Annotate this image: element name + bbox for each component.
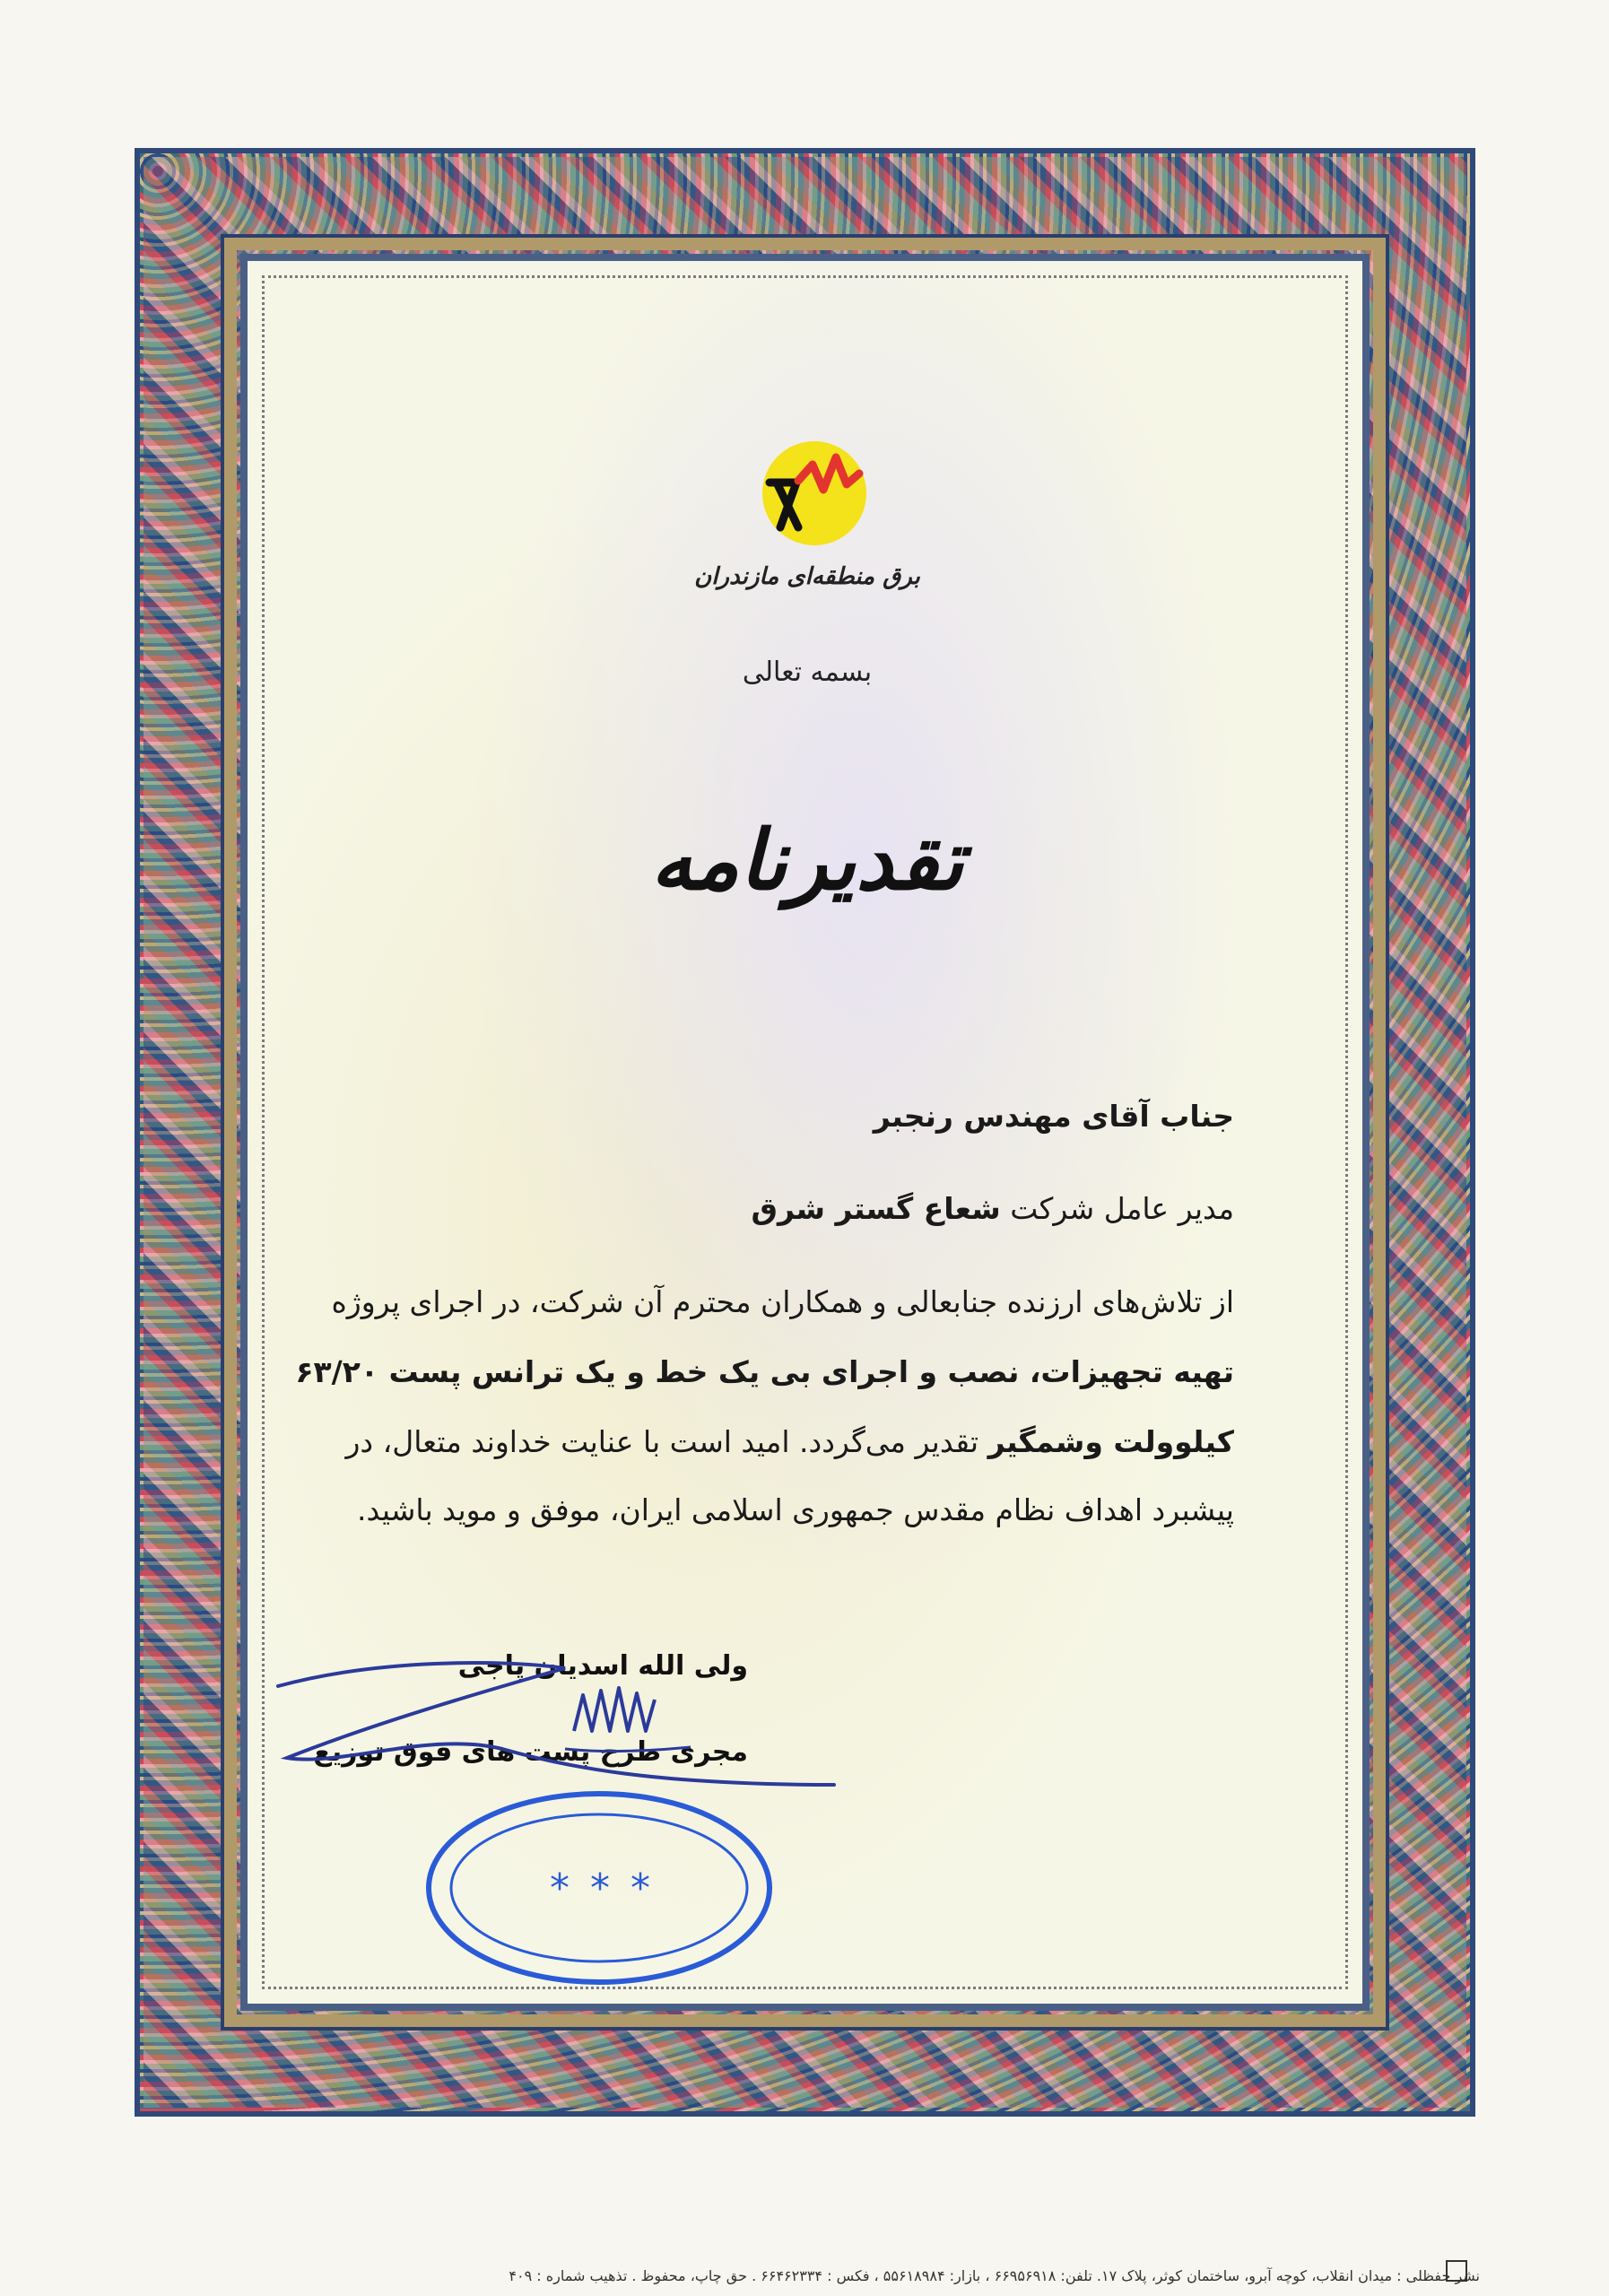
svg-text:*: * xyxy=(631,1866,650,1911)
publisher-footer: نشر حفظلی : میدان انقلاب، کوچه آبرو، ساختمان کوثر، پلاک ۱۷. تلفن: ۶۶۹۵۶۹۱۸ ، بازار: ۵۵۶۱۸۹۸۴ ، فکس : ۶۶۴۶۲۳۳۴ . حق چاپ، محفوظ . تذهیب شماره : ۴۰۹ xyxy=(509,2267,1480,2284)
body-line-3 xyxy=(346,1424,1235,1459)
certificate-title: تقدیرنامه xyxy=(650,812,964,909)
recipient-position xyxy=(752,1191,1235,1226)
signatory-title: مجری طرح پست های فوق توزیع xyxy=(313,1736,748,1768)
bismillah: بسمه تعالی xyxy=(742,657,873,688)
recipient-company: شعاع گستر شرق xyxy=(751,1191,1001,1226)
body-line-1: از تلاش‌های ارزنده جنابعالی و همکاران محترم آن شرکت، در اجرای پروژه xyxy=(331,1284,1234,1319)
signatory-name: ولی الله اسدیان پاجی xyxy=(457,1650,748,1682)
recipient-name: جناب آقای مهندس رنجبر xyxy=(873,1099,1234,1134)
body-line-3-project: کیلوولت وشمگیر xyxy=(987,1424,1234,1459)
body-line-2: تهیه تجهیزات، نصب و اجرای بی یک خط و یک ترانس پست ۶۳/۲۰ xyxy=(295,1354,1234,1389)
company-logo-icon xyxy=(743,438,877,554)
body-line-3-text: تقدیر می‌گردد. امید است با عنایت خداوند متعال، در xyxy=(345,1424,988,1459)
body-line-4: پیشبرد اهداف نظام مقدس جمهوری اسلامی ایران، موفق و موید باشید. xyxy=(357,1492,1234,1527)
logo-caption: برق منطقه‌ای مازندران xyxy=(694,563,920,590)
svg-text:*: * xyxy=(590,1866,610,1911)
recipient-position-prefix: مدیر عامل شرکت xyxy=(1000,1191,1234,1226)
official-stamp-icon xyxy=(420,1785,778,1991)
svg-text:*: * xyxy=(550,1866,570,1911)
